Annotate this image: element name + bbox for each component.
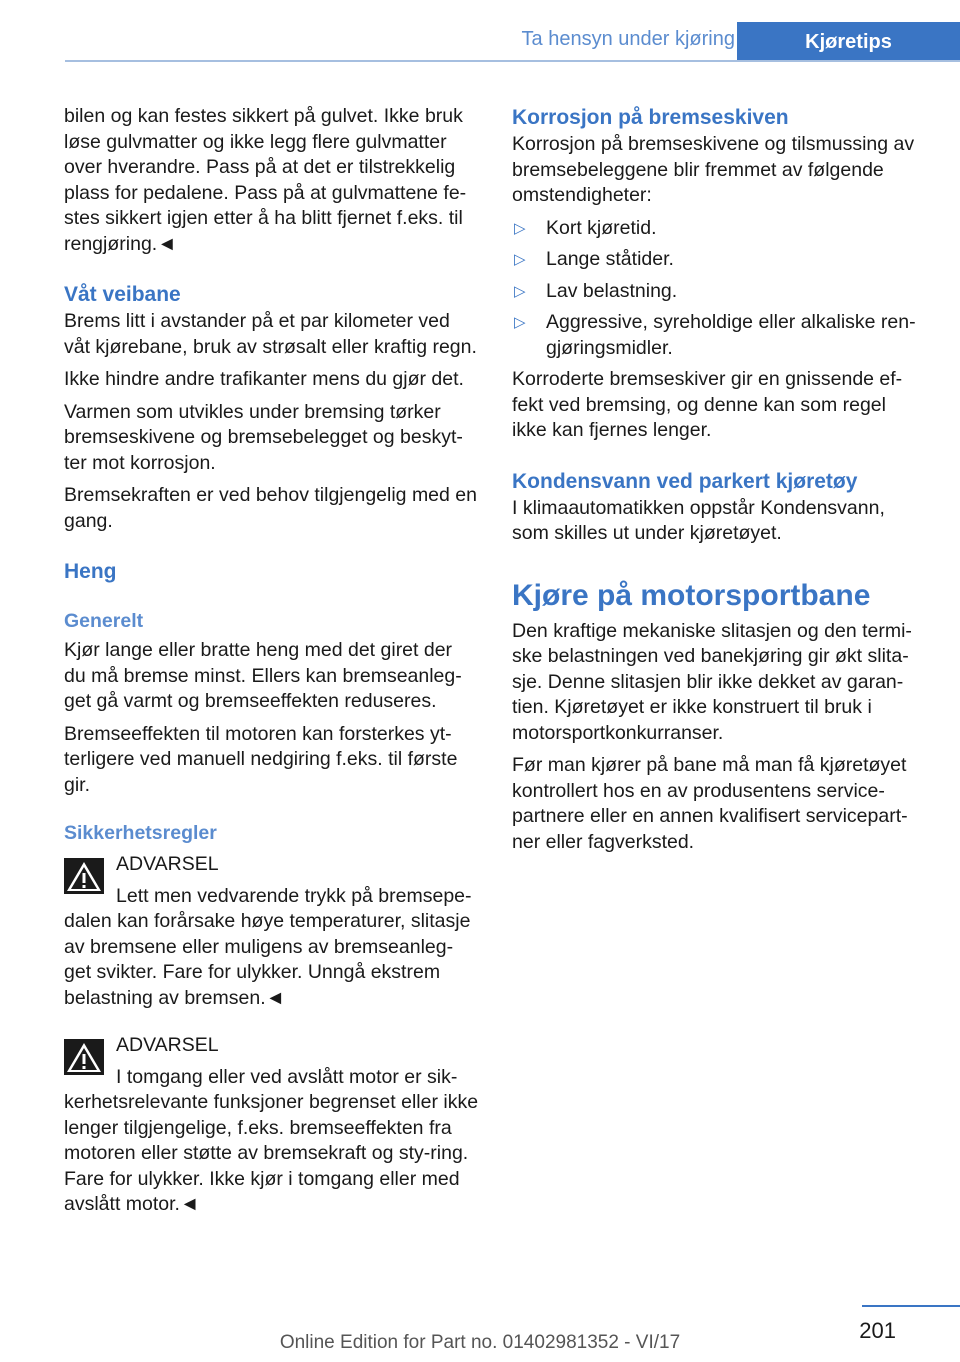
warning-triangle-icon xyxy=(64,1039,104,1083)
wet-road-paragraph-2: Ikke hindre andre trafikanter mens du gjør det. xyxy=(64,368,464,390)
warning-title: ADVARSEL xyxy=(116,1034,219,1056)
list-item-text: Lange ståtider. xyxy=(546,248,674,270)
list-item-text: Aggressive, syreholdige eller alkaliske ren-gjøringsmidler. xyxy=(546,311,916,359)
slope-paragraph-2: Bremseeffekten til motoren kan forsterkes yt-terligere ved manuell nedgiring f.eks. til første gir. xyxy=(64,722,458,796)
general-subheading: Generelt xyxy=(64,610,144,632)
page-header xyxy=(65,22,960,62)
list-item xyxy=(512,247,926,273)
slope-heading: Heng xyxy=(64,560,117,583)
edition-footer: Online Edition for Part no. 01402981352 - VI/17 xyxy=(279,1332,681,1353)
wet-road-paragraph-1: Brems litt i avstander på et par kilometer ved våt kjørebane, bruk av strøsalt eller kraftig regn. xyxy=(64,310,477,358)
list-item-text: Lav belastning. xyxy=(546,279,678,302)
header-chapter-tab: Kjøretips xyxy=(737,22,960,62)
list-item xyxy=(512,279,926,305)
triangle-bullet-icon: ▷ xyxy=(514,282,526,300)
list-item-text: Kort kjøretid. xyxy=(546,216,657,239)
wet-road-heading: Våt veibane xyxy=(64,283,181,306)
corrosion-paragraph-2: Korroderte bremseskiver gir en gnissende ef-fekt ved bremsing, og denne kan som regel ikke kan fjernes lenger. xyxy=(512,368,903,441)
header-divider xyxy=(65,60,960,62)
left-column xyxy=(64,104,479,1240)
triangle-bullet-icon: ▷ xyxy=(514,314,526,331)
footer-divider xyxy=(862,1305,960,1307)
wet-road-paragraph-4: Bremsekraften er ved behov tilgjengelig med en gang. xyxy=(64,484,477,532)
header-section-title: Ta hensyn under kjøring xyxy=(521,28,735,50)
warning-title: ADVARSEL xyxy=(116,853,219,875)
warning-body: Lett men vedvarende trykk på bremsepe-dalen kan forårsake høye temperaturer, slitasje av bremsene eller muligens av bremseanleg-get svikter. Fare for ulykker. Unngå ekstrem belastning av bremsen.◄ xyxy=(64,884,472,1009)
list-item xyxy=(512,310,926,361)
triangle-bullet-icon: ▷ xyxy=(514,251,526,268)
list-item xyxy=(512,216,926,242)
intro-paragraph: bilen og kan festes sikkert på gulvet. Ikke bruk løse gulvmatter og ikke legg flere gulvmatter over hverandre. Pass på at det er tilstrekkelig plass for pedalene. Pass på at gulvmattene fe-stes sikkert igjen etter å ha blitt fjernet f.eks. til rengjøring.◄ xyxy=(64,105,467,255)
wet-road-paragraph-3: Varmen som utvikles under bremsing tørker bremseskivene og bremsebelegget og beskyt-ter mot korrosjon. xyxy=(64,400,463,474)
track-heading: Kjøre på motorsportbane xyxy=(512,578,871,612)
corrosion-heading: Korrosjon på bremseskiven xyxy=(512,106,789,129)
warning-block xyxy=(64,1033,479,1218)
warning-body: I tomgang eller ved avslått motor er sik-kerhetsrelevante funksjoner begrenset eller ikke lenger tilgjengelige, f.eks. bremseeffekten fra motoren eller støtte av bremsekraft og sty-ring. Fare for ulykker. Ikke kjør i tomgang eller med avslått motor.◄ xyxy=(64,1065,479,1215)
warning-triangle-icon xyxy=(64,858,104,902)
track-paragraph-1: Den kraftige mekaniske slitasjen og den termi-ske belastningen ved banekjøring gir økt slita-sje. Denne slitasjen blir ikke dekket av garan-tien. Kjøretøyet er ikke konstruert til bruk i motorsportkonkurranser. xyxy=(512,619,912,744)
safety-subheading: Sikkerhetsregler xyxy=(64,822,217,844)
warning-block xyxy=(64,852,479,1011)
track-paragraph-2: Før man kjører på bane må man få kjøretøyet kontrollert hos en av produsentens service-partnere eller en annen kvalifisert servicepart-ner eller fagverksted. xyxy=(512,754,908,853)
slope-paragraph-1: Kjør lange eller bratte heng med det giret der du må bremse minst. Ellers kan bremseanleg-get gå varmt og bremseeffekten reduseres. xyxy=(64,639,462,712)
triangle-bullet-icon: ▷ xyxy=(514,219,526,237)
page-number: 201 xyxy=(859,1318,896,1343)
condensation-heading: Kondensvann ved parkert kjøretøy xyxy=(512,469,858,493)
right-column xyxy=(512,104,926,862)
corrosion-list xyxy=(512,216,926,362)
condensation-paragraph: I klimaautomatikken oppstår Kondensvann, som skilles ut under kjøretøyet. xyxy=(512,496,885,544)
corrosion-paragraph-1: Korrosjon på bremseskivene og tilsmussing av bremsebeleggene blir fremmet av følgende omstendigheter: xyxy=(512,133,915,206)
